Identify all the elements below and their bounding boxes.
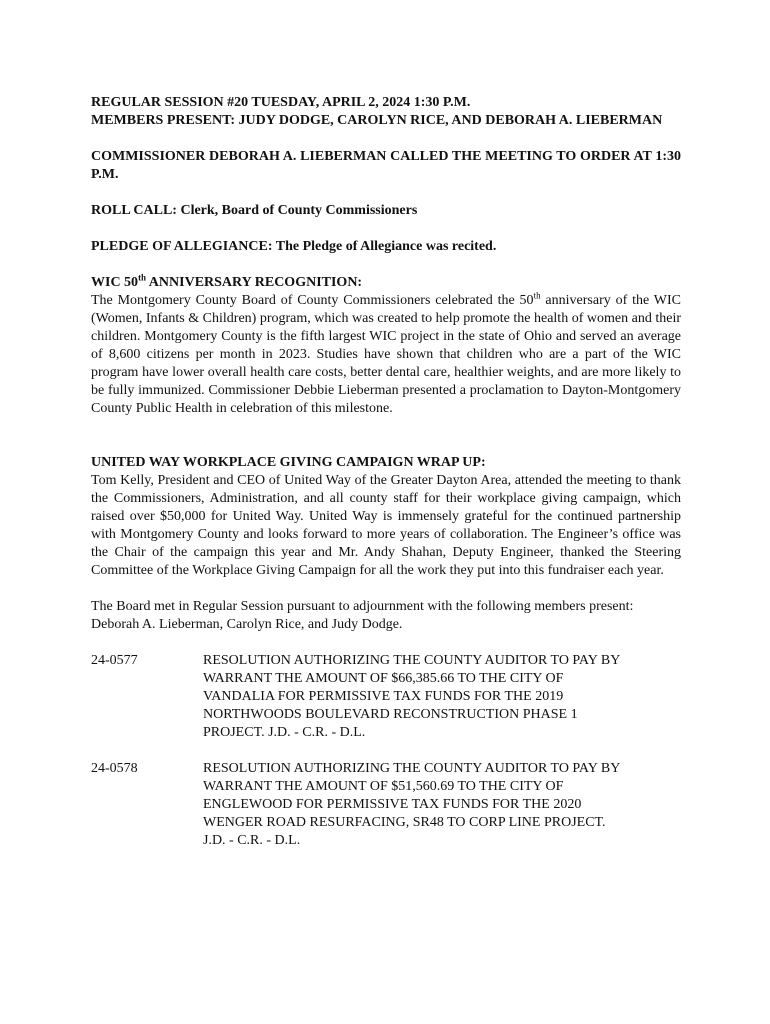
wic-heading bbox=[91, 274, 681, 292]
resolution-line: RESOLUTION AUTHORIZING THE COUNTY AUDITOR TO PAY BY bbox=[203, 653, 621, 668]
united-way-body: Tom Kelly, President and CEO of United Way of the Greater Dayton Area, attended the meeting to thank the Commissioners, Administration, and all county staff for their workplace giving campaign, which raised over $50,000 for United Way. United Way is immensely grateful for the continued partnership with Montgomery County and looks forward to more years of collaboration. The Engineer’s office was the Chair of the campaign this year and Mr. Andy Shahan, Deputy Engineer, thanked the Steering Committee of the Workplace Giving Campaign for all the work they put into this fundraiser each year. bbox=[91, 473, 681, 578]
resolution-number: 24-0578 bbox=[91, 761, 138, 776]
wic-heading-pre: WIC 50 bbox=[91, 275, 139, 290]
roll-call: ROLL CALL: Clerk, Board of County Commissioners bbox=[91, 203, 418, 218]
members-present: MEMBERS PRESENT: JUDY DODGE, CAROLYN RICE, AND DEBORAH A. LIEBERMAN bbox=[91, 113, 663, 128]
resolution-line: WENGER ROAD RESURFACING, SR48 TO CORP LINE PROJECT. bbox=[203, 815, 606, 830]
resolution-number: 24-0577 bbox=[91, 653, 138, 668]
resolution-line: ENGLEWOOD FOR PERMISSIVE TAX FUNDS FOR THE 2020 bbox=[203, 797, 582, 812]
wic-heading-post: ANNIVERSARY RECOGNITION: bbox=[146, 275, 363, 290]
minutes-page bbox=[91, 94, 681, 850]
resolution-item bbox=[91, 760, 681, 850]
wic-heading-sup: th bbox=[138, 272, 147, 283]
resolution-line: WARRANT THE AMOUNT OF $66,385.66 TO THE CITY OF bbox=[203, 671, 564, 686]
pledge-of-allegiance: PLEDGE OF ALLEGIANCE: The Pledge of Allegiance was recited. bbox=[91, 239, 497, 254]
regular-session-paragraph: The Board met in Regular Session pursuant to adjournment with the following members present: Deborah A. Lieberman, Carolyn Rice, and Judy Dodge. bbox=[91, 599, 634, 632]
resolution-line: VANDALIA FOR PERMISSIVE TAX FUNDS FOR THE 2019 bbox=[203, 689, 564, 704]
resolution-line: WARRANT THE AMOUNT OF $51,560.69 TO THE CITY OF bbox=[203, 779, 564, 794]
call-to-order: COMMISSIONER DEBORAH A. LIEBERMAN CALLED THE MEETING TO ORDER AT 1:30 P.M. bbox=[91, 149, 681, 182]
resolution-text bbox=[203, 652, 681, 742]
wic-body-post: anniversary of the WIC (Women, Infants & Children) program, which was created to help promote the health of women and their children. Montgomery County is the fifth largest WIC project in the state of Ohio and served an average of 8,600 citizens per month in 2023. Studies have shown that children who are a part of the WIC program have lower overall health care costs, better dental care, healthier weights, and are more likely to be fully immunized. Commissioner Debbie Lieberman presented a proclamation to Dayton-Montgomery County Public Health in celebration of this milestone. bbox=[91, 293, 681, 416]
united-way-heading: UNITED WAY WORKPLACE GIVING CAMPAIGN WRAP UP: bbox=[91, 455, 486, 470]
resolution-line: PROJECT. J.D. - C.R. - D.L. bbox=[203, 725, 366, 740]
resolution-line: J.D. - C.R. - D.L. bbox=[203, 833, 301, 848]
resolution-line: RESOLUTION AUTHORIZING THE COUNTY AUDITOR TO PAY BY bbox=[203, 761, 621, 776]
wic-body-sup: th bbox=[533, 290, 541, 301]
session-line: REGULAR SESSION #20 TUESDAY, APRIL 2, 2024 1:30 P.M. bbox=[91, 95, 471, 110]
resolution-line: NORTHWOODS BOULEVARD RECONSTRUCTION PHASE 1 bbox=[203, 707, 578, 722]
wic-body-pre: The Montgomery County Board of County Commissioners celebrated the 50 bbox=[91, 293, 534, 308]
resolution-item bbox=[91, 652, 681, 742]
wic-body bbox=[91, 292, 681, 418]
resolution-text bbox=[203, 760, 681, 850]
